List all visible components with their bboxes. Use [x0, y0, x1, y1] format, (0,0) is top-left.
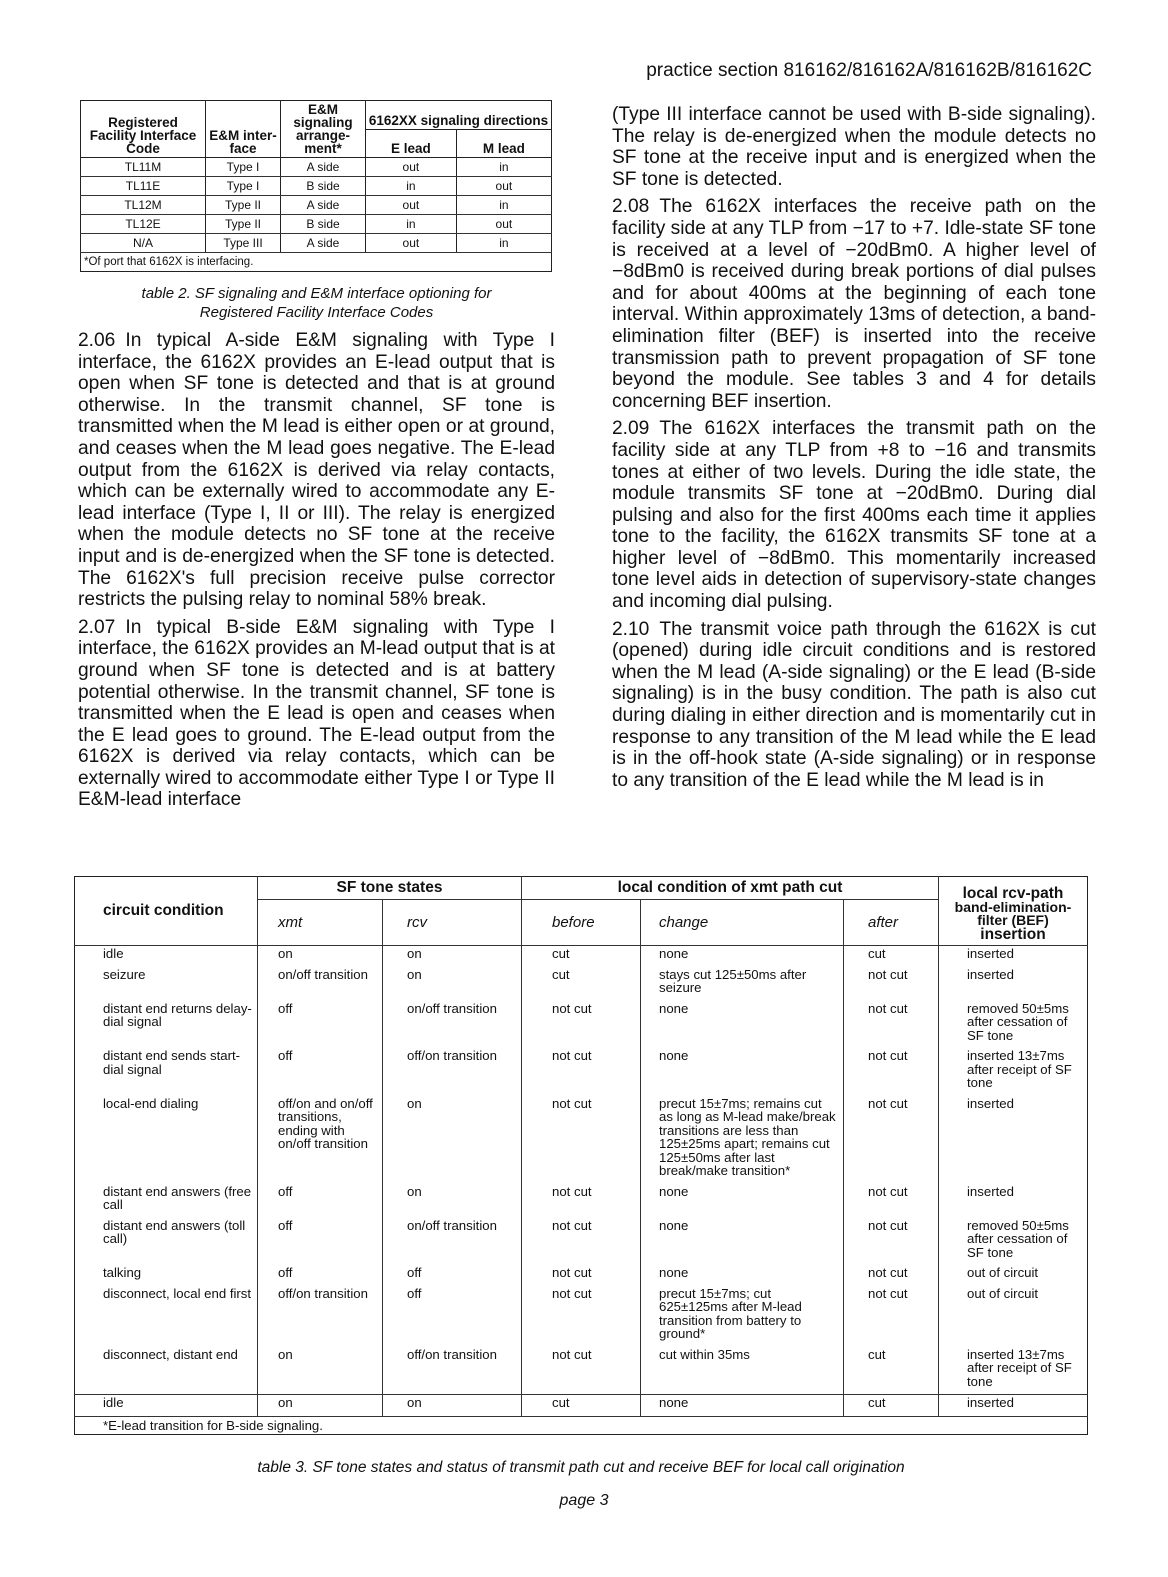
- t2-cell: Type I: [206, 177, 281, 196]
- t3-cell: not cut: [522, 1096, 641, 1184]
- t3-cell: on: [258, 1395, 383, 1417]
- t2-cell: in: [456, 158, 551, 177]
- t3-cell: distant end answers (free call: [75, 1184, 258, 1218]
- t3-cell: distant end sends start-dial signal: [75, 1048, 258, 1096]
- t2-cell: out: [366, 234, 457, 253]
- t3-sub-after: after: [844, 900, 939, 946]
- t3-cell: not cut: [522, 1184, 641, 1218]
- t3-cell: not cut: [522, 1218, 641, 1266]
- t3-cell: not cut: [844, 1218, 939, 1266]
- t3-cell: cut: [522, 946, 641, 967]
- t3-cell: off: [383, 1265, 522, 1286]
- t3-cell: removed 50±5ms after cessation of SF tone: [967, 1000, 1069, 1043]
- t2-cell: Type II: [206, 215, 281, 234]
- t3-header-bef: [939, 877, 1088, 946]
- paragraph-continuation: (Type III interface cannot be used with B-side signaling). The relay is de-energized when the module detects no SF tone at the receive input and is energized when the SF tone is detected.: [612, 104, 1096, 190]
- t3-cell: not cut: [844, 1048, 939, 1096]
- t3-cell: not cut: [844, 1286, 939, 1347]
- t3-cell: off: [258, 1265, 383, 1286]
- t3-sub-change: change: [641, 900, 844, 946]
- para-number: 2.07: [78, 616, 116, 638]
- t3-cell: inserted: [939, 1395, 1088, 1417]
- t2-cell: in: [366, 215, 457, 234]
- t3-cell: on/off transition: [383, 1001, 522, 1049]
- t3-cell: local-end dialing: [75, 1096, 258, 1184]
- t3-cell: idle: [75, 946, 258, 967]
- paragraph-2-09: [612, 418, 1096, 612]
- t3-cell: on/off transition: [383, 1218, 522, 1266]
- t3-cell: not cut: [844, 1096, 939, 1184]
- t2-header-directions: 6162XX signaling directions: [366, 101, 552, 130]
- para-text: In typical B-side E&M signaling with Type I interface, the 6162X provides an M-lead output that is at ground when SF tone is detected and is at battery potential otherwise. In the transmit channel, SF tone is transmitted when the E lead is open and ceases when the E lead goes to ground. The E-lead output from the 6162X is derived via relay contacts, which can be externally wired to accommodate either Type I or Type II E&M-lead interface: [78, 616, 555, 811]
- t3-row: [75, 1347, 1088, 1395]
- t3-cell: cut: [522, 967, 641, 1001]
- t3-cell: off: [383, 1286, 522, 1347]
- paragraph-2-07: [78, 617, 555, 811]
- t2-cell: out: [456, 177, 551, 196]
- t2-row: [81, 215, 552, 234]
- t2-cell: TL11E: [81, 177, 206, 196]
- t3-cell: off/on transition: [258, 1286, 383, 1347]
- t3-header-xmt: local condition of xmt path cut: [522, 877, 939, 900]
- t3-cell: not cut: [844, 967, 939, 1001]
- t2-row: [81, 158, 552, 177]
- t3-cell: off: [258, 1001, 383, 1049]
- t3-cell: off/on transition: [383, 1347, 522, 1395]
- t3-cell: distant end answers (toll call): [75, 1218, 258, 1266]
- t2-cell: out: [366, 196, 457, 215]
- t3-cell: on/off transition: [258, 967, 383, 1001]
- t3-cell: cut: [844, 1395, 939, 1417]
- t3-cell: none: [641, 946, 844, 967]
- right-column: [612, 104, 1096, 797]
- t3-row: [75, 1265, 1088, 1286]
- t3-cell: removed 50±5ms after cessation of SF tone: [967, 1217, 1069, 1260]
- t2-cell: TL12M: [81, 196, 206, 215]
- t3-cell: off/on and on/off transitions, ending with on/off transition: [258, 1096, 383, 1184]
- t3-cell: talking: [75, 1265, 258, 1286]
- t3-cell: disconnect, local end first: [75, 1286, 258, 1347]
- t3-cell: out of circuit: [967, 1285, 1039, 1301]
- paragraph-2-06: [78, 330, 555, 611]
- t3-header-bef-line2: band-elimination-filter (BEF): [954, 898, 1072, 928]
- t2-cell: B side: [281, 177, 366, 196]
- t3-footnote: *E-lead transition for B-side signaling.: [75, 1416, 1088, 1435]
- t2-cell: Type II: [206, 196, 281, 215]
- t3-row: [75, 1048, 1088, 1096]
- t3-cell: none: [641, 1265, 844, 1286]
- t3-cell: inserted: [967, 966, 1014, 982]
- t2-cell: N/A: [81, 234, 206, 253]
- t2-header-mlead: M lead: [456, 129, 551, 158]
- t3-cell: off: [258, 1048, 383, 1096]
- t3-cell: not cut: [522, 1001, 641, 1049]
- t3-cell: off/on transition: [383, 1048, 522, 1096]
- t3-cell: cut: [522, 1395, 641, 1417]
- t3-cell: stays cut 125±50ms after seizure: [641, 967, 844, 1001]
- t3-cell: off: [258, 1218, 383, 1266]
- t3-cell: on: [383, 1395, 522, 1417]
- t3-cell: inserted: [939, 946, 1088, 967]
- t3-cell: on: [383, 1184, 522, 1218]
- t3-sub-xmt: xmt: [258, 900, 383, 946]
- t2-cell: A side: [281, 158, 366, 177]
- paragraph-2-10: [612, 619, 1096, 792]
- page-number: page 3: [559, 1492, 609, 1509]
- t3-cell: not cut: [522, 1347, 641, 1395]
- t3-cell: precut 15±7ms; cut 625±125ms after M-lead transition from battery to ground*: [641, 1286, 844, 1347]
- t3-row: [75, 1184, 1088, 1218]
- t3-cell: seizure: [75, 967, 258, 1001]
- t2-row: [81, 196, 552, 215]
- para-number: 2.08: [612, 196, 650, 218]
- para-text: The transmit voice path through the 6162X is cut (opened) during idle circuit conditions and is restored when the M lead (A-side signaling) or the E lead (B-side signaling) is in the busy condition. The path is also cut during dialing in either direction and is momentarily cut in response to any transition of the M lead while the E lead is in the off-hook state (A-side signaling) or in response to any transition of the E lead while the M lead is in: [612, 618, 1096, 791]
- table-2-caption-line1: table 2. SF signaling and E&M interface optioning for: [141, 285, 492, 302]
- t3-header-bef-line3: insertion: [980, 925, 1046, 943]
- left-column: [78, 100, 555, 817]
- para-number: 2.10: [612, 618, 650, 640]
- table-3: [74, 876, 1088, 1435]
- table-2: [80, 100, 552, 272]
- para-text: The 6162X interfaces the receive path on the facility side at any TLP from −17 to +7. Idle-state SF tone is received at a level of −20dBm0. A higher level of −8dBm0 is received during break portions of dial pulses and for about 400ms at the beginning of each tone interval. Within approximately 13ms of detection, a band-elimination filter (BEF) is inserted into the receive transmission path to prevent propagation of SF tone beyond the module. See tables 3 and 4 for details concerning BEF insertion.: [612, 196, 1096, 412]
- t3-cell: not cut: [844, 1265, 939, 1286]
- t2-header-elead: E lead: [366, 129, 457, 158]
- t3-header-bef-line1: local rcv-path: [962, 885, 1064, 902]
- t2-header-code: Registered Facility Interface Code: [81, 101, 206, 158]
- t3-cell: inserted: [967, 1095, 1014, 1111]
- t3-cell: inserted 13±7ms after receipt of SF tone: [967, 1048, 1072, 1090]
- t2-footnote: *Of port that 6162X is interfacing.: [81, 253, 552, 272]
- t3-row: [75, 1286, 1088, 1347]
- t2-cell: B side: [281, 215, 366, 234]
- t3-row: [75, 967, 1088, 1001]
- t3-cell: on: [383, 967, 522, 1001]
- t3-header-circuit: circuit condition: [75, 877, 258, 946]
- page-header: practice section 816162/816162A/816162B/816162C: [646, 60, 1092, 81]
- para-number: 2.09: [612, 418, 650, 440]
- t3-cell: on: [258, 1347, 383, 1395]
- t3-cell: not cut: [844, 1001, 939, 1049]
- t2-cell: in: [456, 234, 551, 253]
- t3-cell: none: [641, 1218, 844, 1266]
- t2-header-arrangement: E&M signaling arrange-ment*: [281, 101, 366, 158]
- t3-cell: on: [383, 946, 522, 967]
- t2-cell: out: [456, 215, 551, 234]
- t3-cell: disconnect, distant end: [75, 1347, 258, 1395]
- t2-cell: Type I: [206, 158, 281, 177]
- t3-header-sf: SF tone states: [258, 877, 522, 900]
- t3-cell: none: [641, 1048, 844, 1096]
- t3-cell: not cut: [522, 1265, 641, 1286]
- t2-cell: TL12E: [81, 215, 206, 234]
- para-text: The 6162X interfaces the transmit path on the facility side at any TLP from +8 to −16 and transmits tones at either of two levels. During the idle state, the module transmits SF tone at −20dBm0. During dial pulsing and also for the first 400ms each time it applies tone to the facility, the 6162X transmits SF tone at a higher level of −8dBm0. This momentarily increased tone level aids in detection of supervisory-state changes and incoming dial pulsing.: [612, 418, 1096, 613]
- para-number: 2.06: [78, 330, 116, 351]
- t3-cell: off: [258, 1184, 383, 1218]
- t2-header-interface: E&M inter-face: [206, 101, 281, 158]
- t3-row: [75, 946, 1088, 967]
- t3-cell: none: [641, 1001, 844, 1049]
- t3-row: [75, 1395, 1088, 1417]
- table-3-caption: table 3. SF tone states and status of transmit path cut and receive BEF for local call origination: [257, 1459, 905, 1476]
- t2-row: [81, 234, 552, 253]
- t3-cell: idle: [75, 1395, 258, 1417]
- table-2-caption-line2: Registered Facility Interface Codes: [199, 304, 434, 321]
- t3-cell: cut within 35ms: [641, 1347, 844, 1395]
- t3-sub-before: before: [522, 900, 641, 946]
- t3-cell: not cut: [522, 1048, 641, 1096]
- paragraph-2-08: [612, 196, 1096, 412]
- t3-row: [75, 1218, 1088, 1266]
- t3-cell: distant end returns delay-dial signal: [75, 1001, 258, 1049]
- t3-row: [75, 1001, 1088, 1049]
- t3-cell: not cut: [844, 1184, 939, 1218]
- t2-cell: Type III: [206, 234, 281, 253]
- t3-cell: not cut: [522, 1286, 641, 1347]
- t3-cell: precut 15±7ms; remains cut as long as M-lead make/break transitions are less than 125±25ms apart; remains cut 125±50ms after last break/make transition*: [641, 1096, 844, 1184]
- t3-cell: none: [641, 1184, 844, 1218]
- t2-cell: TL11M: [81, 158, 206, 177]
- t3-cell: inserted 13±7ms after receipt of SF tone: [967, 1346, 1072, 1389]
- t3-cell: none: [641, 1395, 844, 1417]
- table-2-caption: [78, 284, 555, 322]
- t3-cell: on: [383, 1096, 522, 1184]
- t3-cell: cut: [844, 1347, 939, 1395]
- t3-row: [75, 1096, 1088, 1184]
- t3-cell: inserted: [967, 1183, 1014, 1199]
- t2-cell: A side: [281, 196, 366, 215]
- para-text: In typical A-side E&M signaling with Type I interface, the 6162X provides an E-lead output that is open when SF tone is detected and that is at ground otherwise. In the transmit channel, SF tone is transmitted when the M lead is either open or at ground, and ceases when the M lead goes negative. The E-lead output from the 6162X is derived via relay contacts, which can be externally wired to accommodate any E-lead interface (Type I, II or III). The relay is energized when the module detects no SF tone at the receive input and is de-energized when the SF tone is detected. The 6162X's full precision receive pulse corrector restricts the pulsing relay to nominal 58% break.: [78, 330, 555, 611]
- t3-cell: on: [258, 946, 383, 967]
- t2-row: [81, 177, 552, 196]
- t3-sub-rcv: rcv: [383, 900, 522, 946]
- t3-cell: out of circuit: [967, 1265, 1039, 1280]
- t3-cell: cut: [844, 946, 939, 967]
- t2-cell: out: [366, 158, 457, 177]
- table-3-wrapper: [74, 876, 1088, 1477]
- t2-cell: in: [456, 196, 551, 215]
- t2-cell: in: [366, 177, 457, 196]
- t2-cell: A side: [281, 234, 366, 253]
